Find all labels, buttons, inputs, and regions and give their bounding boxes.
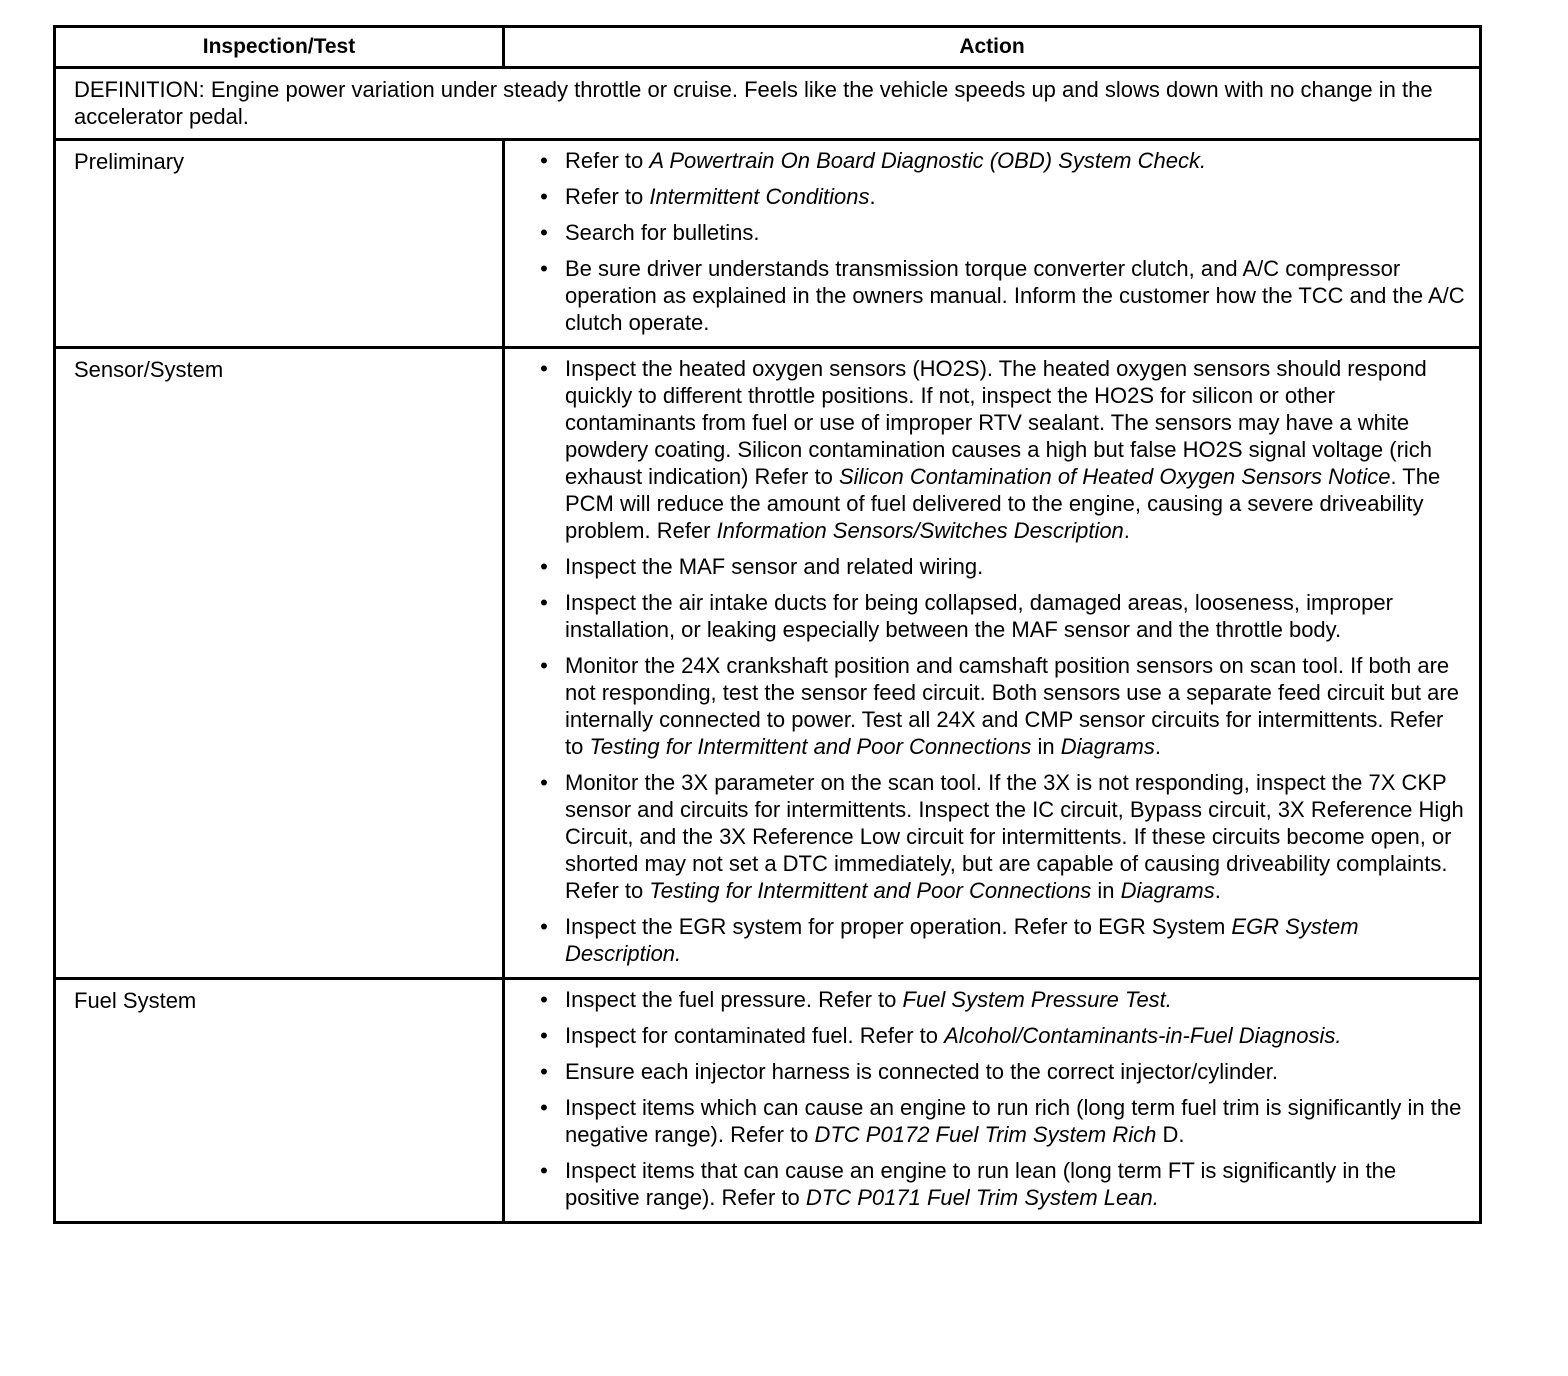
action-text: Inspect the EGR system for proper operation. Refer to EGR System (565, 914, 1232, 939)
section-row-preliminary (55, 140, 1481, 348)
action-item (535, 589, 1465, 643)
action-list-cell (504, 348, 1481, 979)
reference-title: Silicon Contamination of Heated Oxygen Sensors Notice (838, 464, 1391, 489)
action-text: in (1031, 734, 1061, 759)
action-list (535, 147, 1465, 336)
bullet-icon: • (540, 184, 548, 209)
bullet-icon: • (540, 914, 548, 939)
header-row (55, 27, 1481, 68)
action-text: Inspect for contaminated fuel. Refer to (565, 1023, 945, 1048)
bullet-icon: • (540, 148, 548, 173)
action-item (535, 355, 1465, 544)
reference-title: Diagrams (1060, 734, 1155, 759)
bullet-icon: • (540, 220, 548, 245)
action-text: Inspect items which can cause an engine to run rich (long term fuel trim is significantly in the negative range). Refer to (565, 1095, 1462, 1147)
reference-title: Alcohol/Contaminants-in-Fuel Diagnosis. (944, 1023, 1342, 1048)
action-text: in (1091, 878, 1121, 903)
definition-row (55, 68, 1481, 140)
action-item (535, 147, 1465, 174)
section-label: Fuel System (55, 979, 504, 1223)
header-inspection-test: Inspection/Test (55, 27, 504, 68)
action-text: . (869, 184, 876, 209)
reference-title: Testing for Intermittent and Poor Connections (649, 878, 1092, 903)
action-item (535, 1022, 1465, 1049)
action-item (535, 913, 1465, 967)
action-text: Monitor the 24X crankshaft position and camshaft position sensors on scan tool. If both are not responding, test the sensor feed circuit. Both sensors use a separate feed circuit but are internally connected to power. Test all 24X and CMP sensor circuits for intermittents. Refer to (565, 653, 1459, 759)
bullet-icon: • (540, 1158, 548, 1183)
action-text: Ensure each injector harness is connected to the correct injector/cylinder. (565, 1059, 1278, 1084)
action-text: Refer to (565, 148, 650, 173)
action-text: D. (1156, 1122, 1185, 1147)
bullet-icon: • (540, 987, 548, 1012)
reference-title: Testing for Intermittent and Poor Connections (589, 734, 1032, 759)
action-list (535, 986, 1465, 1211)
action-text: Inspect items that can cause an engine to run lean (long term FT is significantly in the positive range). Refer to (565, 1158, 1397, 1210)
bullet-icon: • (540, 1095, 548, 1120)
reference-title: Intermittent Conditions (649, 184, 870, 209)
action-item (535, 1094, 1465, 1148)
header-action: Action (504, 27, 1481, 68)
section-label: Sensor/System (55, 348, 504, 979)
action-text: Be sure driver understands transmission torque converter clutch, and A/C compressor operation as explained in the owners manual. Inform the customer how the TCC and the A/C clutch operate. (565, 256, 1465, 335)
section-row-sensor-system (55, 348, 1481, 979)
action-list-cell (504, 979, 1481, 1223)
action-item (535, 769, 1465, 904)
bullet-icon: • (540, 653, 548, 678)
action-text: . (1123, 518, 1130, 543)
action-text: Inspect the MAF sensor and related wiring. (565, 554, 984, 579)
section-row-fuel-system (55, 979, 1481, 1223)
reference-title: Diagrams (1120, 878, 1215, 903)
bullet-icon: • (540, 554, 548, 579)
action-list (535, 355, 1465, 967)
action-item (535, 1058, 1465, 1085)
action-list-cell (504, 140, 1481, 348)
action-text: . (1214, 878, 1221, 903)
reference-title: DTC P0171 Fuel Trim System Lean. (805, 1185, 1159, 1210)
section-label: Preliminary (55, 140, 504, 348)
action-item (535, 219, 1465, 246)
reference-title: Information Sensors/Switches Description (716, 518, 1124, 543)
action-item (535, 255, 1465, 336)
bullet-icon: • (540, 590, 548, 615)
reference-title: EGR System Description. (565, 914, 1359, 966)
reference-title: A Powertrain On Board Diagnostic (OBD) System Check. (649, 148, 1207, 173)
action-item (535, 553, 1465, 580)
action-text: . (1154, 734, 1161, 759)
reference-title: Fuel System Pressure Test. (902, 987, 1172, 1012)
action-text: Inspect the heated oxygen sensors (HO2S). The heated oxygen sensors should respond quickly to different throttle positions. If not, inspect the HO2S for silicon or other contaminants from fuel or use of improper RTV sealant. The sensors may have a white powdery coating. Silicon contamination causes a high but false HO2S signal voltage (rich exhaust indication) Refer to (565, 356, 1433, 489)
reference-title: DTC P0172 Fuel Trim System Rich (814, 1122, 1157, 1147)
bullet-icon: • (540, 356, 548, 381)
action-item (535, 183, 1465, 210)
bullet-icon: • (540, 256, 548, 281)
bullet-icon: • (540, 1023, 548, 1048)
action-text: Inspect the fuel pressure. Refer to (565, 987, 903, 1012)
action-text: Search for bulletins. (565, 220, 760, 245)
bullet-icon: • (540, 770, 548, 795)
action-text: Refer to (565, 184, 650, 209)
definition-text: DEFINITION: Engine power variation under steady throttle or cruise. Feels like the vehicle speeds up and slows down with no change in the accelerator pedal. (55, 68, 1481, 140)
action-text: Inspect the air intake ducts for being collapsed, damaged areas, looseness, improper installation, or leaking especially between the MAF sensor and the throttle body. (565, 590, 1393, 642)
action-item (535, 986, 1465, 1013)
action-item (535, 652, 1465, 760)
diagnostic-table (53, 25, 1482, 1224)
action-item (535, 1157, 1465, 1211)
bullet-icon: • (540, 1059, 548, 1084)
action-text: . The PCM will reduce the amount of fuel delivered to the engine, causing a severe driveability problem. Refer (565, 464, 1441, 543)
action-text: Monitor the 3X parameter on the scan tool. If the 3X is not responding, inspect the 7X CKP sensor and circuits for intermittents. Inspect the IC circuit, Bypass circuit, 3X Reference High Circuit, and the 3X Reference Low circuit for intermittents. If these circuits become open, or shorted may not set a DTC immediately, but are capable of causing driveability complaints. Refer to (565, 770, 1464, 903)
